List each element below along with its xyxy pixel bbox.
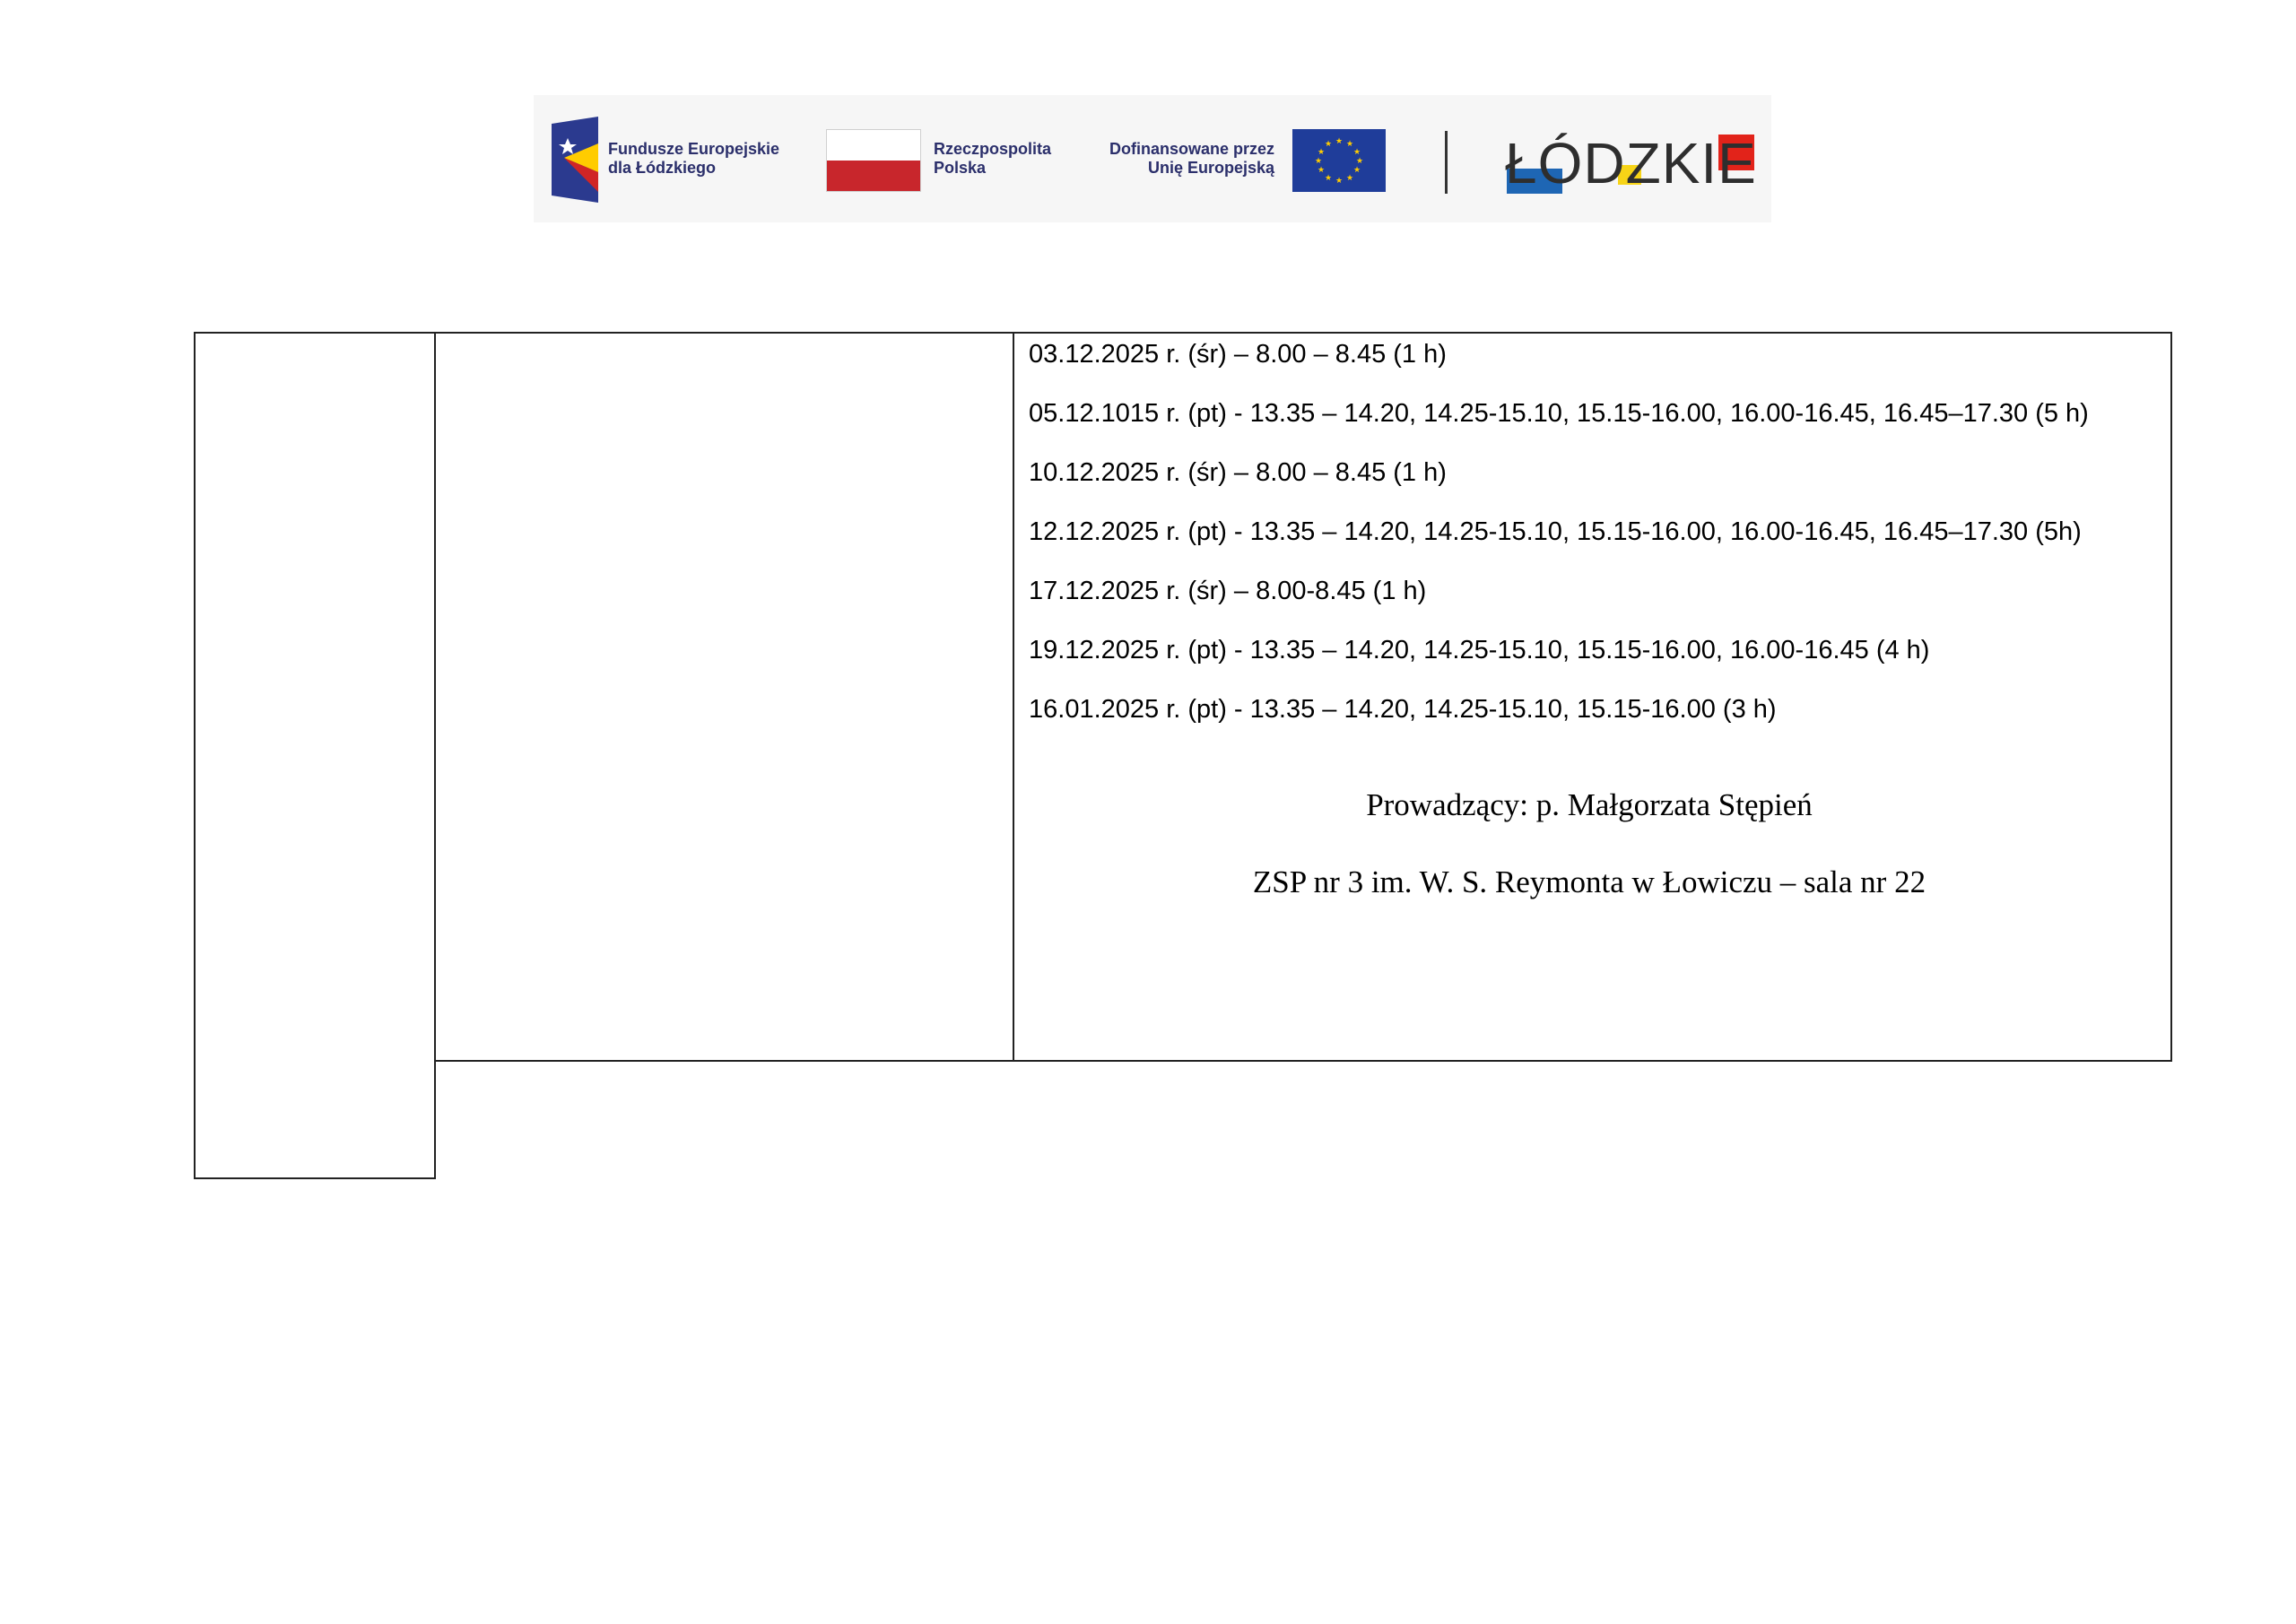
funding-logo-bar	[534, 95, 1771, 222]
poland-flag-icon	[826, 129, 921, 192]
pl-line-1: Rzeczpospolita	[934, 140, 1052, 158]
svg-text:★: ★	[1355, 157, 1364, 166]
schedule-entry: 19.12.2025 r. (pt) - 13.35 – 14.20, 14.25-15.10, 15.15-16.00, 16.00-16.45 (4 h)	[1029, 636, 1930, 664]
svg-text:★: ★	[1317, 166, 1326, 175]
fe-line-1: Fundusze Europejskie	[608, 140, 780, 158]
eu-line-1: Dofinansowane przez	[1109, 140, 1274, 158]
svg-text:★: ★	[1324, 174, 1333, 183]
svg-text:★: ★	[1352, 166, 1361, 175]
schedule-entry: 05.12.1015 r. (pt) - 13.35 – 14.20, 14.25-15.10, 15.15-16.00, 16.00-16.45, 16.45–17.30 (5 h)	[1029, 399, 2089, 428]
lodzkie-wordmark: ŁÓDZKIE	[1505, 131, 1757, 195]
svg-text:★: ★	[1345, 140, 1354, 149]
svg-text:★: ★	[1324, 140, 1333, 149]
svg-text:★: ★	[1314, 157, 1323, 166]
schedule-list	[1029, 339, 2089, 753]
pl-line-2: Polska	[934, 159, 987, 177]
svg-text:★: ★	[1335, 177, 1344, 186]
schedule-entry: 03.12.2025 r. (śr) – 8.00 – 8.45 (1 h)	[1029, 340, 1447, 369]
lodzkie-logo	[1505, 133, 1756, 197]
schedule-entry: 16.01.2025 r. (pt) - 13.35 – 14.20, 14.25-15.10, 15.15-16.00 (3 h)	[1029, 695, 1777, 724]
logo-separator	[1445, 131, 1448, 194]
instructor-line: Prowadzący: p. Małgorzata Stępień	[1366, 787, 1813, 822]
location-line: ZSP nr 3 im. W. S. Reymonta w Łowiczu – sala nr 22	[1252, 864, 1926, 899]
fundusze-europejskie-emblem-icon	[552, 117, 598, 203]
table-left-outer-border	[194, 332, 196, 1179]
svg-text:★: ★	[1335, 137, 1344, 146]
schedule-entry: 12.12.2025 r. (pt) - 13.35 – 14.20, 14.25-15.10, 15.15-16.00, 16.00-16.45, 16.45–17.30 (5h)	[1029, 517, 2082, 546]
schedule-entry: 17.12.2025 r. (śr) – 8.00-8.45 (1 h)	[1029, 577, 1427, 605]
rzeczpospolita-text	[934, 140, 1051, 178]
eu-line-2: Unię Europejską	[1147, 159, 1274, 177]
table-top-border	[194, 332, 2172, 334]
fundusze-europejskie-text	[608, 140, 779, 178]
fe-line-2: dla Łódzkiego	[608, 159, 717, 177]
table-col2-border	[1013, 332, 1014, 1062]
table-col1-border	[434, 332, 436, 1179]
table-row-bottom-border	[434, 1060, 2172, 1062]
schedule-entry: 10.12.2025 r. (śr) – 8.00 – 8.45 (1 h)	[1029, 458, 1447, 487]
table-col1-bottom-border	[194, 1177, 436, 1179]
svg-text:★: ★	[1317, 148, 1326, 157]
eu-flag-icon	[1292, 129, 1386, 192]
table-right-border	[2170, 332, 2172, 1062]
svg-text:★: ★	[1345, 174, 1354, 183]
eu-cofinanced-text	[1097, 140, 1274, 178]
svg-text:★: ★	[1352, 148, 1361, 157]
